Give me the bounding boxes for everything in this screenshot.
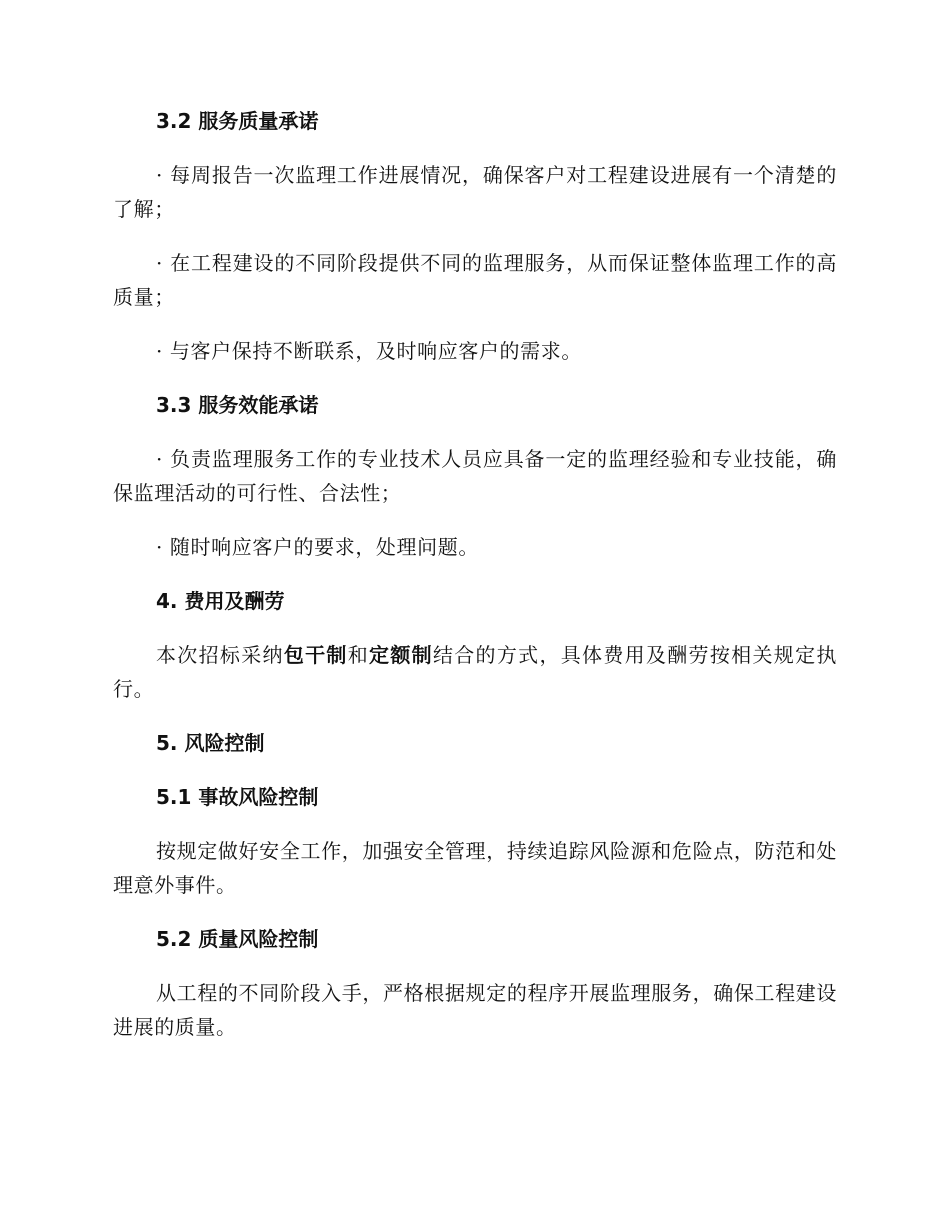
section-heading-5: 5. 风险控制 [156, 731, 265, 755]
fees-bold-lump-sum: 包干制 [283, 643, 348, 667]
section-heading-5-1: 5.1 事故风险控制 [156, 785, 319, 809]
bullet-item: · 在工程建设的不同阶段提供不同的监理服务，从而保证整体监理工作的高质量； [113, 251, 837, 309]
section-heading-3-3: 3.3 服务效能承诺 [156, 393, 319, 417]
quality-risk-paragraph: 从工程的不同阶段入手，严格根据规定的程序开展监理服务，确保工程建设进展的质量。 [113, 981, 837, 1039]
bullet-item: · 负责监理服务工作的专业技术人员应具备一定的监理经验和专业技能，确保监理活动的可行性、合法性； [113, 447, 837, 505]
bullet-item: · 随时响应客户的要求，处理问题。 [156, 535, 479, 559]
section-heading-4: 4. 费用及酬劳 [156, 589, 285, 613]
section-heading-3-2: 3.2 服务质量承诺 [156, 109, 319, 133]
fees-paragraph [113, 638, 837, 706]
bullet-item: · 与客户保持不断联系，及时响应客户的需求。 [156, 339, 582, 363]
fees-bold-quota: 定额制 [369, 643, 433, 667]
section-heading-5-2: 5.2 质量风险控制 [156, 927, 319, 951]
fees-text-2: 和 [347, 643, 370, 667]
document-content [113, 104, 837, 1064]
fees-text-1: 本次招标采纳 [156, 643, 284, 667]
bullet-item: · 每周报告一次监理工作进展情况，确保客户对工程建设进展有一个清楚的了解； [113, 163, 837, 221]
accident-risk-paragraph: 按规定做好安全工作，加强安全管理，持续追踪风险源和危险点，防范和处理意外事件。 [113, 839, 837, 897]
fees-text-3: 结合的方式，具体费用及酬劳按相关规定执行。 [113, 643, 837, 701]
